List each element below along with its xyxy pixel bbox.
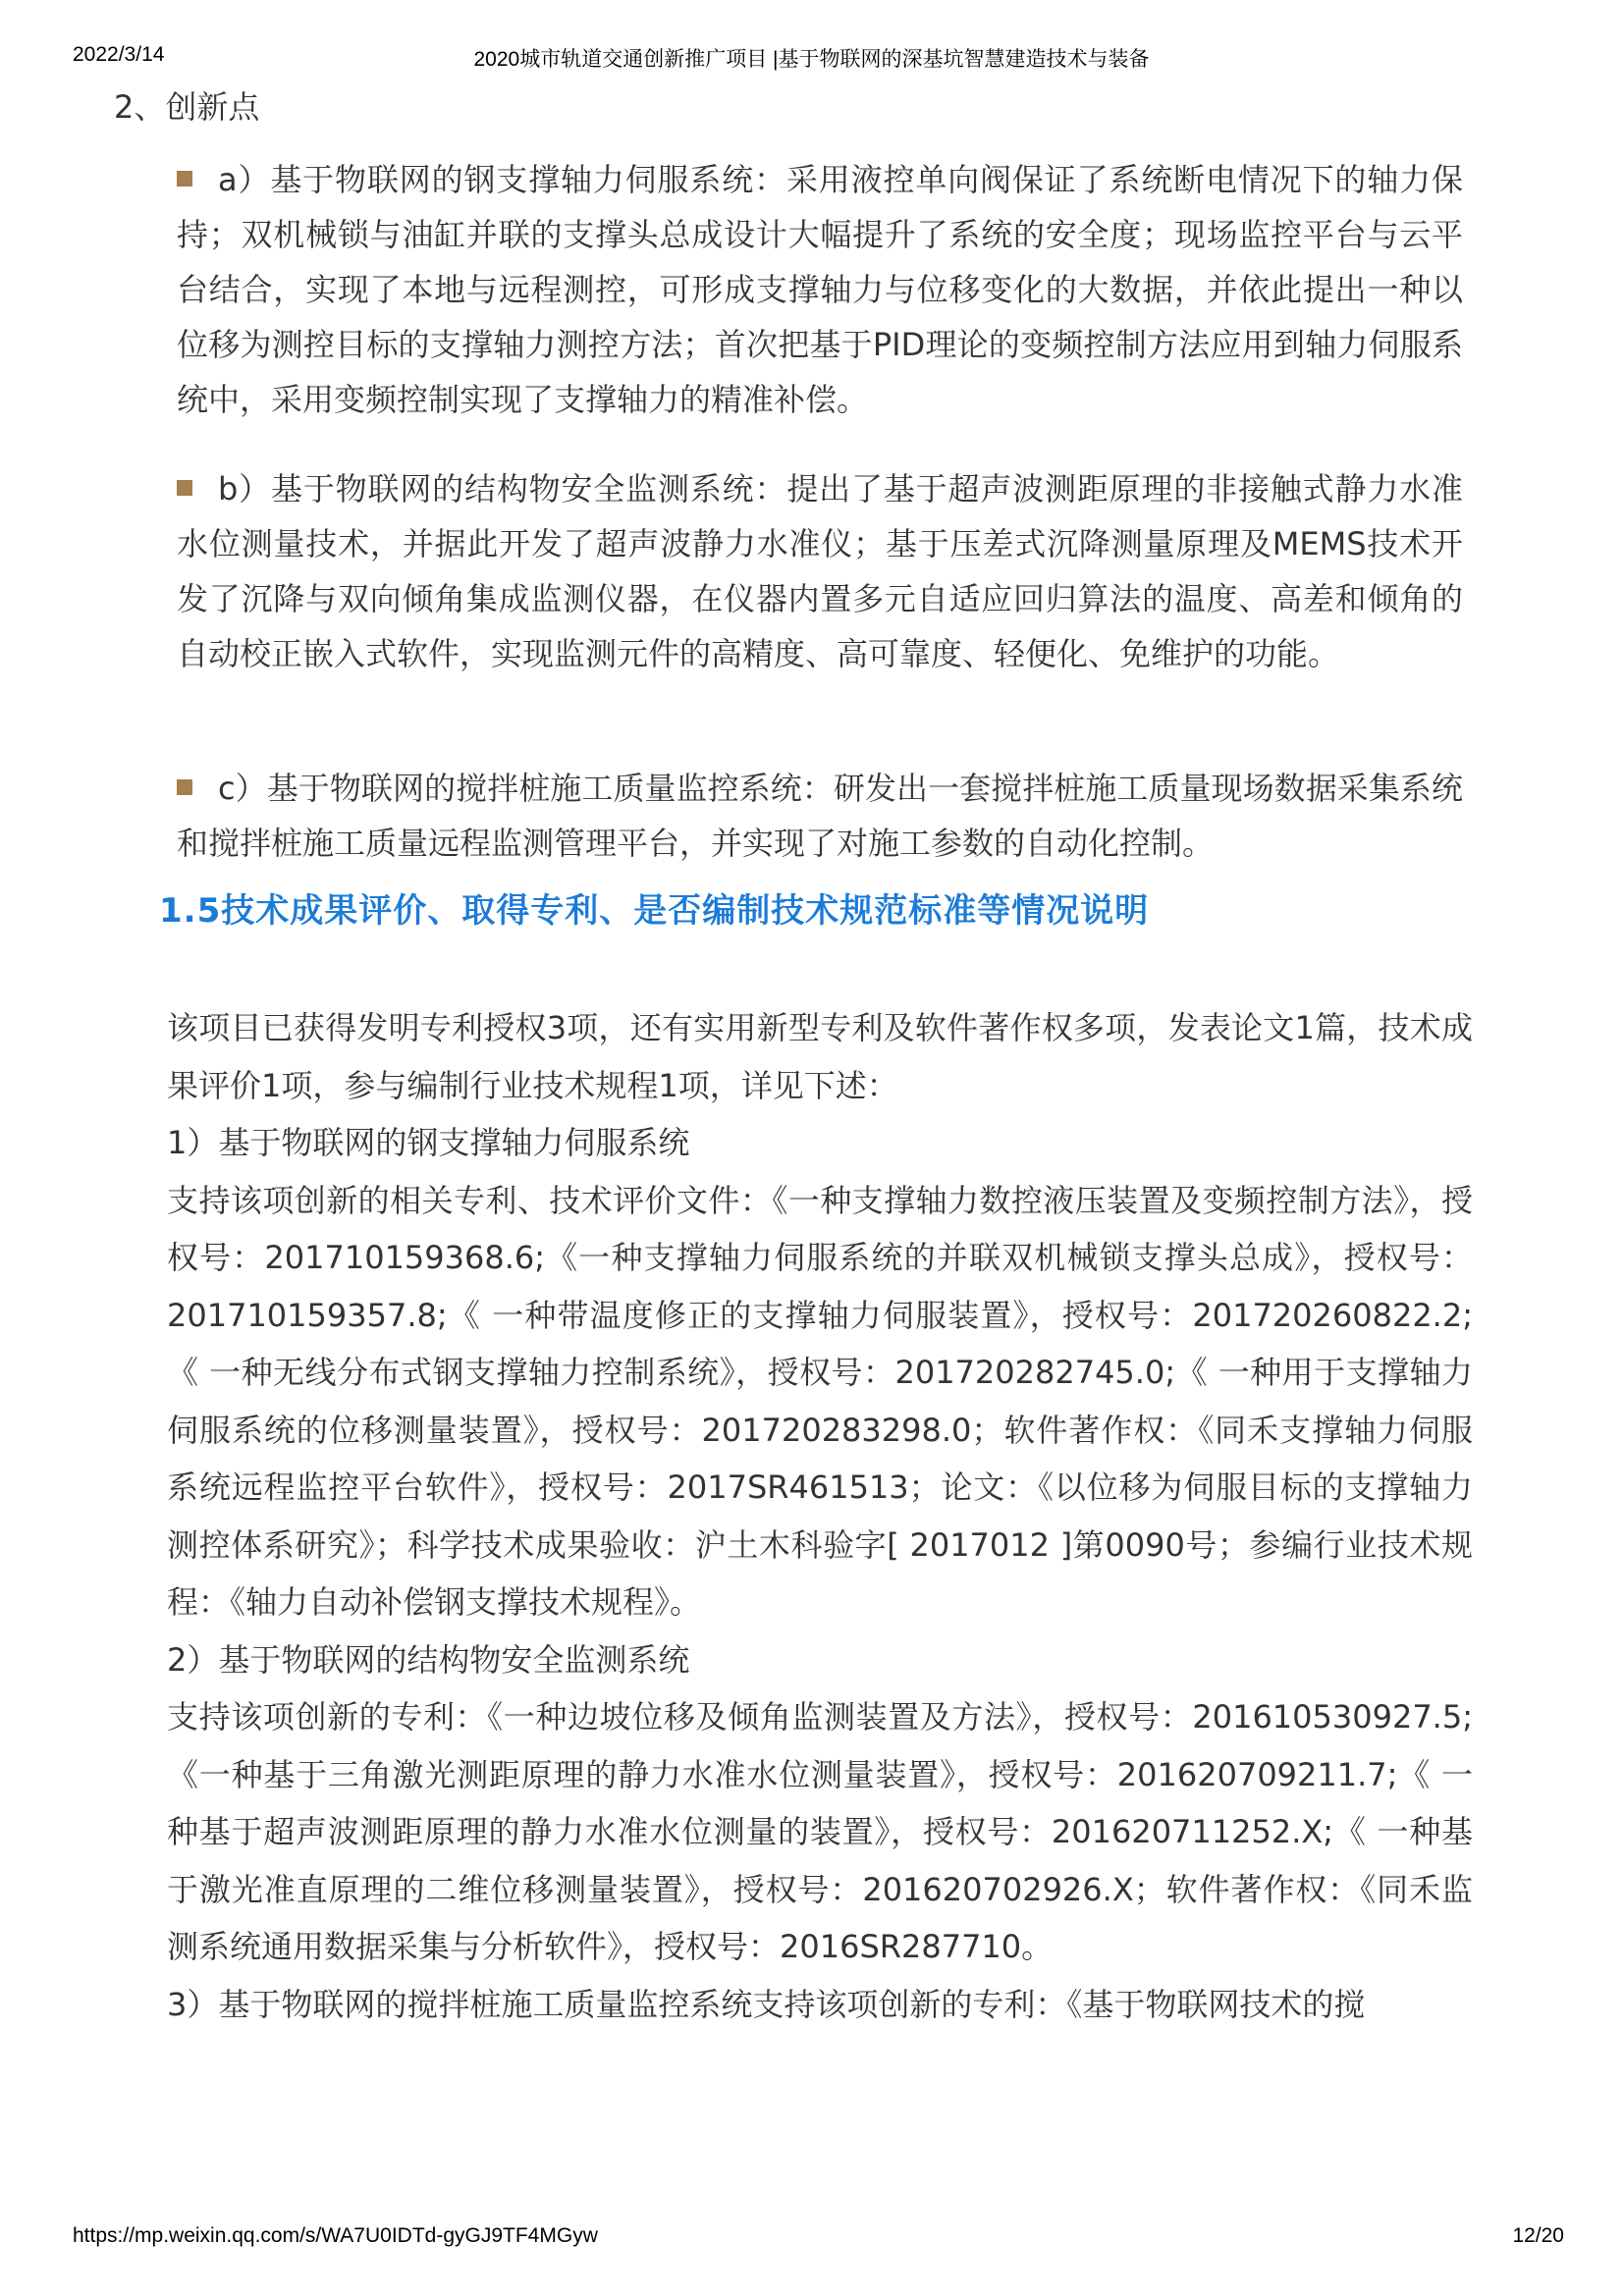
innovation-item-a [177, 152, 1463, 427]
print-date: 2022/3/14 [73, 43, 165, 66]
square-bullet-icon [177, 171, 192, 187]
subsection-text-2: 支持该项创新的专利：《一种边坡位移及倾角监测装置及方法》，授权号：201610530927.5;《一种基于三角激光测距原理的静力水准水位测量装置》，授权号：201620709211.7;《 一种基于超声波测距原理的静力水准水位测量的装置》，授权号：201620711252.X;《 一种基于激光准直原理的二维位移测量装置》，授权号：201620702926.X；软件著作权：《同禾监测系统通用数据采集与分析软件》，授权号：2016SR287710。 [167, 1698, 1473, 1965]
innovation-text: b）基于物联网的结构物安全监测系统：提出了基于超声波测距原理的非接触式静力水准水位测量技术，并据此开发了超声波静力水准仪；基于压差式沉降测量原理及MEMS技术开发了沉降与双向倾角集成监测仪器，在仪器内置多元自适应回归算法的温度、高差和倾角的自动校正嵌入式软件，实现监测元件的高精度、高可靠度、轻便化、免维护的功能。 [177, 470, 1463, 672]
subsection-title-2: 2）基于物联网的结构物安全监测系统 [167, 1640, 690, 1679]
print-page-number: 12/20 [1512, 2224, 1564, 2247]
innovation-item-c [177, 761, 1463, 871]
subsection-text-3: 3）基于物联网的搅拌桩施工质量监控系统支持该项创新的专利：《基于物联网技术的搅 [167, 1985, 1366, 2023]
subsection-title-1: 1）基于物联网的钢支撑轴力伺服系统 [167, 1124, 690, 1161]
innovation-text: c）基于物联网的搅拌桩施工质量监控系统：研发出一套搅拌桩施工质量现场数据采集系统和搅拌桩施工质量远程监测管理平台，并实现了对施工参数的自动化控制。 [177, 770, 1463, 862]
innovation-text: a）基于物联网的钢支撑轴力伺服系统：采用液控单向阀保证了系统断电情况下的轴力保持；双机械锁与油缸并联的支撑头总成设计大幅提升了系统的安全度；现场监控平台与云平台结合，实现了本地与远程测控，可形成支撑轴力与位移变化的大数据，并依此提出一种以位移为测控目标的支撑轴力测控方法；首次把基于PID理论的变频控制方法应用到轴力伺服系统中，采用变频控制实现了支撑轴力的精准补偿。 [177, 161, 1463, 418]
print-page-title: 2020城市轨道交通创新推广项目 |基于物联网的深基坑智慧建造技术与装备 [473, 48, 1150, 71]
square-bullet-icon [177, 779, 192, 795]
print-url: https://mp.weixin.qq.com/s/WA7U0IDTd-gyGJ9TF4MGyw [73, 2224, 598, 2247]
intro-paragraph: 该项目已获得发明专利授权3项，还有实用新型专利及软件著作权多项，发表论文1篇，技术成果评价1项，参与编制行业技术规程1项，详见下述： [167, 1009, 1473, 1104]
innovation-item-b [177, 461, 1463, 681]
square-bullet-icon [177, 480, 192, 496]
section-title-innovation: 2、创新点 [114, 88, 260, 126]
subsection-text-1: 支持该项创新的相关专利、技术评价文件：《一种支撑轴力数控液压装置及变频控制方法》，授权号：201710159368.6;《一种支撑轴力伺服系统的并联双机械锁支撑头总成》，授权号：201710159357.8;《 一种带温度修正的支撑轴力伺服装置》，授权号：201720260822.2;《 一种无线分布式钢支撑轴力控制系统》，授权号：201720282745.0;《 一种用于支撑轴力伺服系统的位移测量装置》，授权号：201720283298.0；软件著作权：《同禾支撑轴力伺服系统远程监控平台软件》，授权号：2017SR461513；论文：《以位移为伺服目标的支撑轴力测控体系研究》；科学技术成果验收：沪土木科验字[ 2017012 ]第0090号；参编行业技术规程：《轴力自动补偿钢支撑技术规程》。 [167, 1181, 1473, 1621]
section-heading-1-5: 1.5技术成果评价、取得专利、是否编制技术规范标准等情况说明 [159, 891, 1150, 931]
section-body [167, 999, 1473, 2033]
